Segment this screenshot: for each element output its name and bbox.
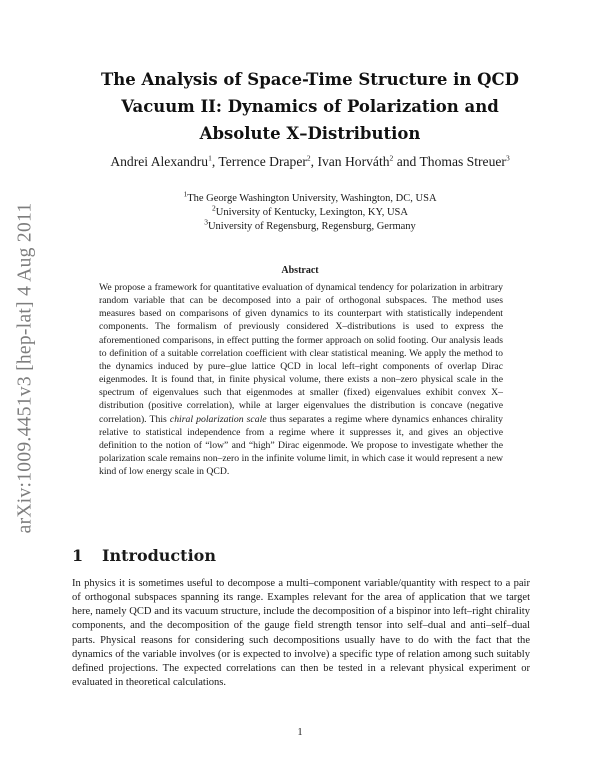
title-line-1: The Analysis of Space-Time Structure in QCD — [100, 70, 519, 89]
paper-title — [80, 66, 540, 147]
author-separator: , — [211, 154, 219, 169]
section-heading — [72, 546, 216, 565]
affiliation: $^1$The George Washington University, Washington, DC, USA — [183, 189, 437, 204]
author: Thomas Streuer$^3$ — [419, 153, 510, 169]
author: Ivan Horváth$^2$ — [317, 153, 394, 169]
arxiv-identifier-text: arXiv:1009.4451v3 [hep-lat] 4 Aug 2011 — [14, 202, 36, 533]
affiliation: $^2$University of Kentucky, Lexington, KY, USA — [212, 203, 408, 218]
author-list — [60, 154, 560, 170]
author: Terrence Draper$^2$ — [218, 153, 311, 169]
section-number: 1 — [72, 546, 84, 565]
emphasized-term: chiral polarization scale — [169, 413, 267, 425]
abstract-body: We propose a framework for quantitative evaluation of dynamical tendency for polarization in arbitrary random variable that can be decomposed into a pair of orthogonal subspaces. The method uses measures based on comparisons of given dynamics to its counterpart with statistically independent components. The formalism of previously considered X–distributions is used to express the aforementioned comparisons, in effect putting the former approach on solid footing. Our analysis leads to definition of a suitable correlation coefficient with clear statistical meaning. We apply the method to the dynamics induced by pure–glue lattice QCD in local left–right components of overlap Dirac eigenmodes. It is found that, in finite physical volume, there exists a non–zero physical scale in the spectrum of eigenvalues such that eigenmodes at smaller (fixed) eigenvalues exhibit convex X–distribution (positive correlation), while at larger eigenvalues the distribution is concave (negative correlation). This chiral polarization scale thus separates a regime where dynamics enhances chirality relative to statistical independence from a regime where it suppresses it, and gives an objective definition to the notion of “low” and “high” Dirac eigenmode. We propose to investigate whether the polarization scale remains non–zero in the infinite volume limit, in which case it would represent a new kind of low energy scale in QCD. — [99, 282, 503, 478]
author: Andrei Alexandru$^1$ — [110, 153, 212, 169]
introduction-paragraph: In physics it is sometimes useful to decompose a multi–component variable/quantity with respect to a pair of orthogonal subspaces spanning its range. Examples relevant for the area of application that we target here, namely QCD and its vacuum structure, include the decomposition of a bispinor into left–right chirality components, and the decomposition of the gauge field strength tensor into self–dual and anti–self–dual parts. Physical reasons for considering such decompositions usually have to do with the fact that the dynamics of the variable involves (or is expected to involve) a specific type of relation among such suitably defined projections. The expected correlations can then be tested in a relevant physical experiment or evaluated in theoretical calculations. — [72, 578, 530, 689]
author-separator: and — [393, 154, 420, 169]
affiliation-list — [90, 189, 530, 234]
author-separator: , — [310, 154, 318, 169]
section-title: Introduction — [102, 546, 216, 565]
affiliation: $^3$University of Regensburg, Regensburg, Germany — [204, 217, 416, 232]
title-line-2: Vacuum II: Dynamics of Polarization and — [121, 97, 499, 116]
title-line-3: Absolute X–Distribution — [199, 124, 421, 143]
abstract-heading: Abstract — [281, 265, 319, 276]
arxiv-identifier — [8, 190, 42, 545]
page-number: 1 — [297, 727, 303, 738]
